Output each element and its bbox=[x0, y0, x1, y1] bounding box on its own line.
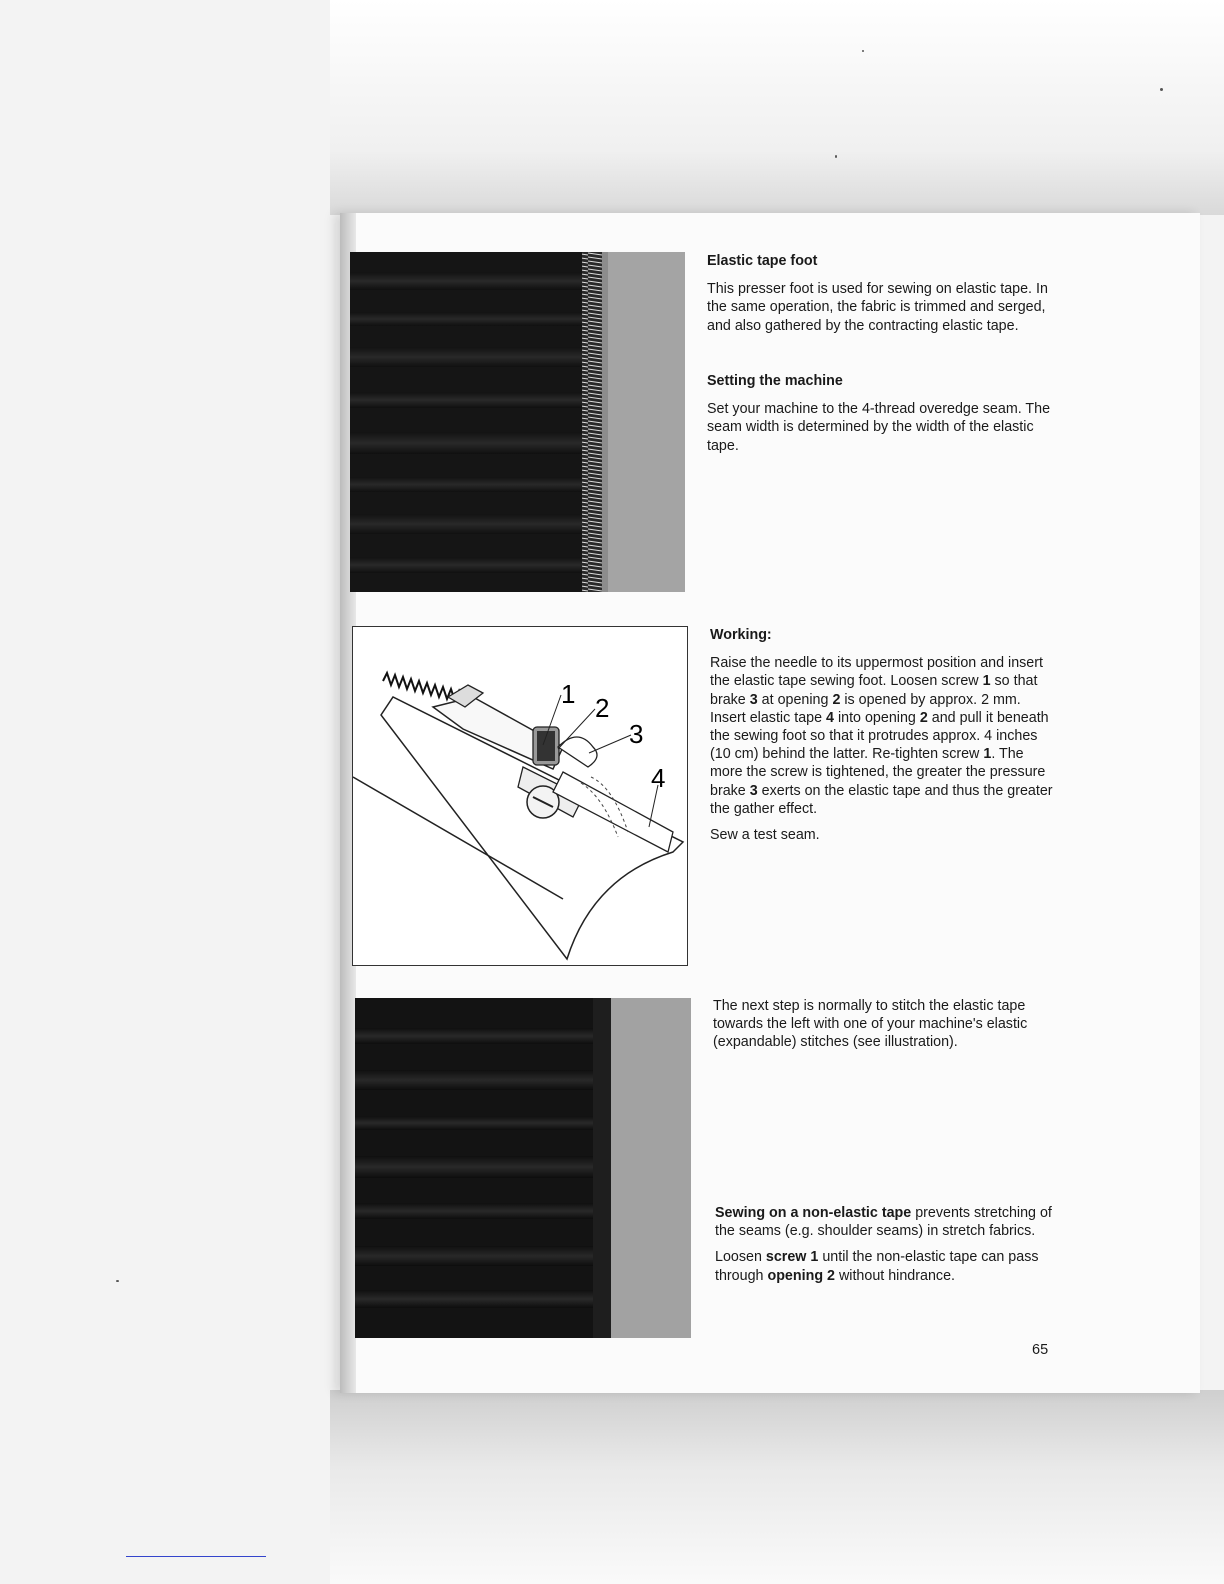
paragraph-non-elastic-intro: Sewing on a non-elastic tape prevents stretching of the seams (e.g. shoulder seams) in stretch fabrics. bbox=[715, 1205, 1052, 1240]
paragraph-sew-test-seam: Sew a test seam. bbox=[710, 827, 820, 844]
photo-gathered-fabric-stitched bbox=[355, 998, 691, 1338]
paragraph-working-instructions: Raise the needle to its uppermost position and insert the elastic tape sewing foot. Loosen screw 1 so that brake 3 at opening 2 is opened by approx. 2 mm. Insert elastic tape 4 into opening 2 and pull it beneath the sewing foot so that it protrudes approx. 4 inches (10 cm) behind the latter. Re-tighten screw 1. The more the screw is tightened, the greater the pressure brake 3 exerts on the elastic tape and thus the greater the gather effect. bbox=[710, 655, 1053, 817]
heading-setting-the-machine: Setting the machine bbox=[707, 373, 843, 389]
scan-speck bbox=[835, 155, 837, 158]
scan-top-shadow bbox=[330, 0, 1224, 215]
photo-gathered-fabric-serged bbox=[350, 252, 685, 592]
page-number: 65 bbox=[1032, 1342, 1049, 1358]
scan-speck bbox=[1160, 88, 1163, 91]
heading-working: Working: bbox=[710, 627, 772, 643]
paragraph-next-step: The next step is normally to stitch the elastic tape towards the left with one of your machine's elastic (expandable) stitches (see illustration). bbox=[713, 998, 1028, 1051]
diagram-label-4: 4 bbox=[651, 763, 666, 793]
section-next-step bbox=[713, 997, 1058, 1060]
paragraph-elastic-tape-foot: This presser foot is used for sewing on elastic tape. In the same operation, the fabric is trimmed and serged, and also gathered by the contracting elastic tape. bbox=[707, 281, 1048, 334]
scan-underline-mark bbox=[126, 1556, 266, 1557]
section-working bbox=[710, 626, 1055, 852]
heading-elastic-tape-foot: Elastic tape foot bbox=[707, 253, 818, 269]
diagram-label-2: 2 bbox=[595, 693, 610, 723]
diagram-label-3: 3 bbox=[629, 719, 644, 749]
paragraph-non-elastic-instructions: Loosen screw 1 until the non-elastic tape can pass through opening 2 without hindrance. bbox=[715, 1249, 1039, 1284]
section-elastic-tape-foot bbox=[707, 252, 1052, 343]
section-non-elastic-tape bbox=[715, 1204, 1060, 1293]
scan-bottom-shadow bbox=[330, 1390, 1224, 1584]
scan-speck bbox=[862, 50, 864, 52]
scan-speck bbox=[116, 1280, 119, 1282]
paragraph-setting-the-machine: Set your machine to the 4-thread overedge seam. The seam width is determined by the width of the elastic tape. bbox=[707, 401, 1051, 454]
diagram-elastic-tape-foot bbox=[352, 626, 688, 966]
section-setting-the-machine bbox=[707, 372, 1052, 463]
diagram-label-1: 1 bbox=[561, 679, 576, 709]
